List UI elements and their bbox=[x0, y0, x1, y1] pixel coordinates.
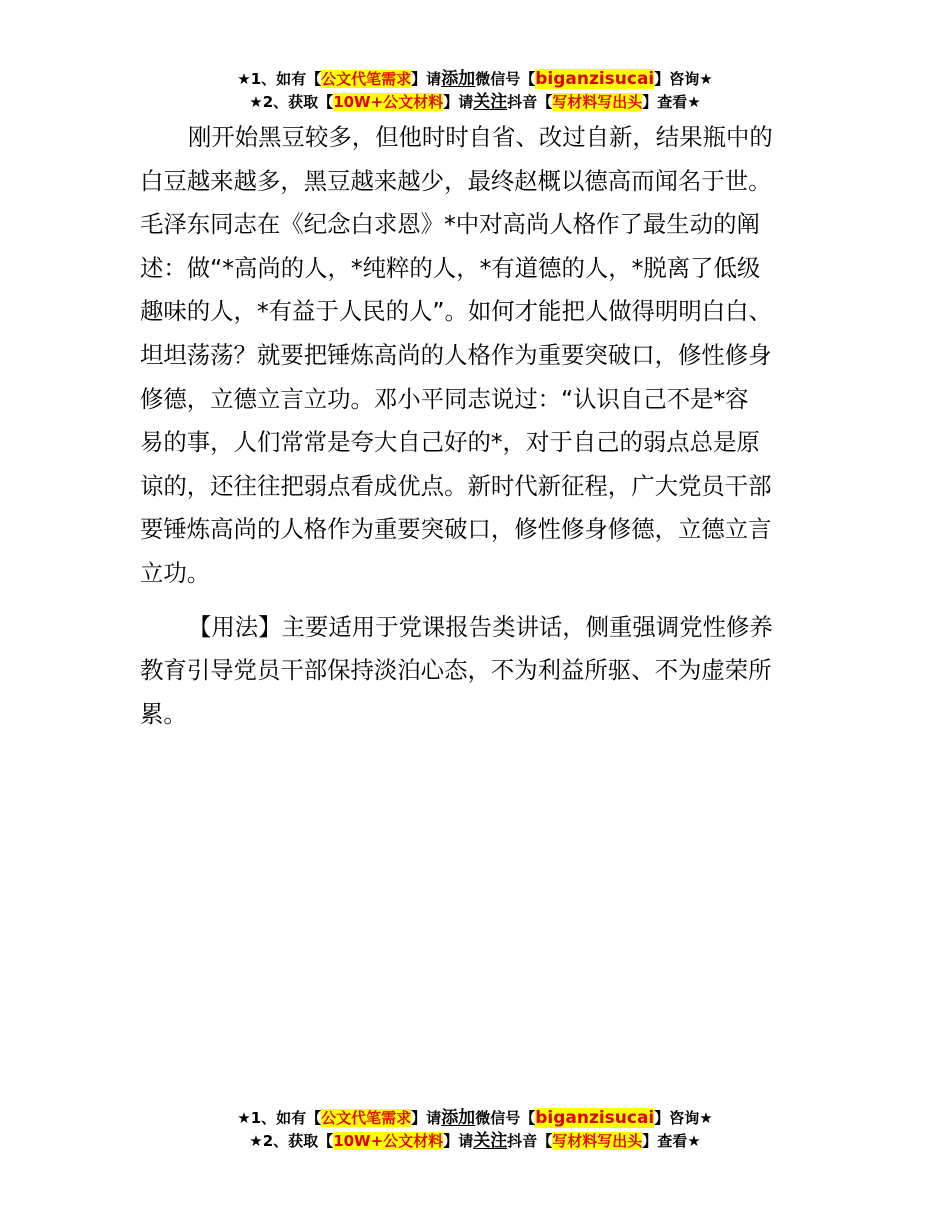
body-line: 谅的，还往往把弱点看成优点。新时代新征程，广大党员干部 bbox=[140, 471, 772, 500]
body-line: 立功。 bbox=[140, 558, 211, 587]
underlined-add: 添加 bbox=[441, 69, 476, 89]
highlight-wechat-id: biganzisucai bbox=[535, 69, 655, 89]
banner-line-2: ★2、获取【10W+公文材料】请关注抖音【写材料写出头】查看★ bbox=[249, 92, 701, 112]
underlined-follow: 关注 bbox=[473, 1131, 508, 1151]
body-line: 坦坦荡荡？就要把锤炼高尚的人格作为重要突破口，修性修身 bbox=[140, 340, 772, 369]
body-line: 要锤炼高尚的人格作为重要突破口，修性修身修德，立德立言 bbox=[140, 515, 772, 544]
highlight-materials: 10W+公文材料 bbox=[333, 1132, 444, 1150]
body-line: 毛泽东同志在《纪念白求恩》*中对高尚人格作了最生动的阐 bbox=[140, 210, 760, 239]
highlight-materials: 10W+公文材料 bbox=[333, 93, 444, 111]
underlined-follow: 关注 bbox=[473, 92, 508, 112]
banner-line-2: ★2、获取【10W+公文材料】请关注抖音【写材料写出头】查看★ bbox=[249, 1131, 701, 1151]
usage-line: 教育引导党员干部保持淡泊心态，不为利益所驱、不为虚荣所 bbox=[140, 656, 772, 685]
underlined-add: 添加 bbox=[441, 1108, 476, 1128]
banner-line-1: ★1、如有【公文代笔需求】请添加微信号【biganzisucai】咨询★ bbox=[237, 1108, 713, 1128]
highlight-douyin-account: 写材料写出头 bbox=[552, 1132, 643, 1150]
usage-line: 累。 bbox=[140, 699, 187, 728]
usage-line: 【用法】主要适用于党课报告类讲话，侧重强调党性修养 bbox=[188, 612, 773, 641]
main-paragraph bbox=[140, 116, 824, 596]
body-line: 易的事，人们常常是夸大自己好的*，对于自己的弱点总是原 bbox=[140, 428, 760, 457]
body-line: 述：做“*高尚的人，*纯粹的人，*有道德的人，*脱离了低级 bbox=[140, 253, 761, 282]
highlight-wechat-id: biganzisucai bbox=[535, 1108, 655, 1128]
body-line: 修德，立德立言立功。邓小平同志说过：“认识自己不是*容 bbox=[140, 384, 749, 413]
body-line: 刚开始黑豆较多，但他时时自省、改过自新，结果瓶中的 bbox=[188, 123, 773, 151]
highlight-service: 公文代笔需求 bbox=[321, 70, 412, 88]
body-line: 白豆越来越多，黑豆越来越少，最终赵概以德高而闻名于世。 bbox=[140, 166, 772, 195]
header-banner bbox=[0, 68, 950, 114]
highlight-service: 公文代笔需求 bbox=[321, 1109, 412, 1127]
banner-line-1: ★1、如有【公文代笔需求】请添加微信号【biganzisucai】咨询★ bbox=[237, 69, 713, 89]
usage-paragraph bbox=[140, 606, 824, 737]
body-line: 趣味的人，*有益于人民的人”。如何才能把人做得明明白白、 bbox=[140, 297, 772, 326]
footer-banner bbox=[0, 1107, 950, 1153]
highlight-douyin-account: 写材料写出头 bbox=[552, 93, 643, 111]
document-body bbox=[140, 116, 824, 736]
